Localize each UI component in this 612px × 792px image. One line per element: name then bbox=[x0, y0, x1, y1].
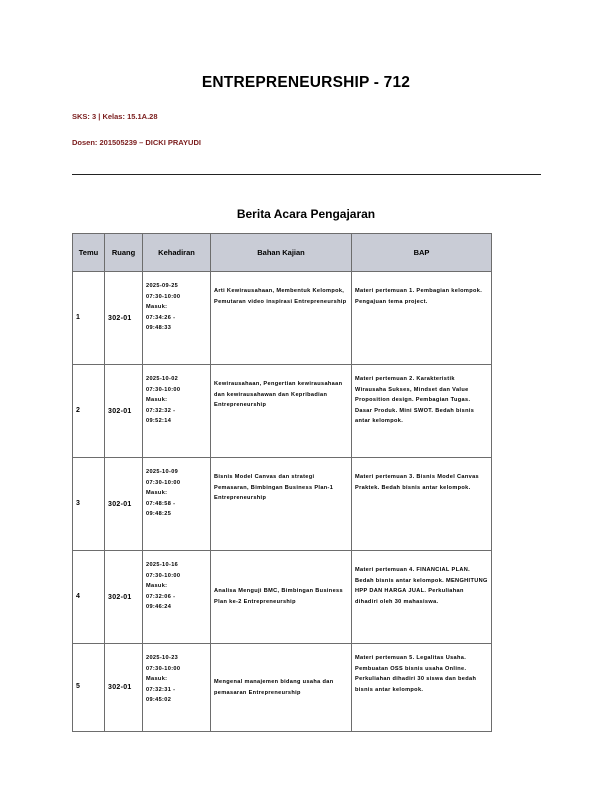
kehadiran-masuk-label: Masuk: bbox=[146, 490, 168, 497]
kehadiran-start: 07:48:58 - bbox=[146, 500, 176, 507]
kehadiran-end: 09:48:25 bbox=[146, 511, 172, 518]
sks-label: SKS: 3 bbox=[72, 112, 97, 121]
kehadiran-start: 07:32:06 - bbox=[146, 593, 176, 600]
table-row bbox=[73, 272, 492, 365]
cell-bap: Materi pertemuan 4. FINANCIAL PLAN. Bedah bisnis antar kelompok. MENGHITUNG HPP DAN HARGA JUAL. Perkuliahan dihadiri oleh 30 mahasiswa. bbox=[352, 551, 492, 644]
col-header-bahan-kajian: Bahan Kajian bbox=[211, 234, 352, 272]
kehadiran-start: 07:32:31 - bbox=[146, 686, 176, 693]
course-meta-line bbox=[72, 112, 158, 121]
kehadiran-time: 07:30-10:00 bbox=[146, 386, 181, 393]
kehadiran-masuk-label: Masuk: bbox=[146, 397, 168, 404]
table-row bbox=[73, 365, 492, 458]
cell-bap: Materi pertemuan 3. Bisnis Model Canvas Praktek. Bedah bisnis antar kelompok. bbox=[352, 458, 492, 551]
col-header-ruang: Ruang bbox=[105, 234, 143, 272]
cell-bap: Materi pertemuan 2. Karakteristik Wirausaha Sukses, Mindset dan Value Proposition design. Pembagian Tugas. Dasar Produk. Mini SWOT. Bedah bisnis antar kelompok. bbox=[352, 365, 492, 458]
kelas-label: Kelas: 15.1A.28 bbox=[102, 112, 158, 121]
cell-ruang: 302-01 bbox=[105, 551, 143, 644]
col-header-kehadiran: Kehadiran bbox=[143, 234, 211, 272]
cell-bahan-kajian: Kewirausahaan, Pengertian kewirausahaan dan kewirausahawan dan Kepribadian Entrepreneurship bbox=[211, 365, 352, 458]
cell-bahan-kajian: Arti Kewirausahaan, Membentuk Kelompok, Pemutaran video inspirasi Entrepreneurship bbox=[211, 272, 352, 365]
table-row bbox=[73, 551, 492, 644]
kehadiran-date: 2025-10-02 bbox=[146, 376, 179, 382]
kehadiran-date: 2025-10-23 bbox=[146, 655, 179, 661]
cell-ruang: 302-01 bbox=[105, 644, 143, 732]
kehadiran-date: 2025-10-16 bbox=[146, 562, 179, 568]
cell-temu: 4 bbox=[73, 551, 105, 644]
kehadiran-masuk-label: Masuk: bbox=[146, 583, 168, 590]
cell-temu: 5 bbox=[73, 644, 105, 732]
dosen-label: Dosen: 201505239 – DICKI PRAYUDI bbox=[72, 138, 201, 147]
kehadiran-masuk-label: Masuk: bbox=[146, 304, 168, 311]
col-header-bap: BAP bbox=[352, 234, 492, 272]
col-header-temu: Temu bbox=[73, 234, 105, 272]
kehadiran-end: 09:46:24 bbox=[146, 604, 172, 611]
cell-kehadiran bbox=[143, 551, 211, 644]
kehadiran-date: 2025-10-09 bbox=[146, 469, 179, 475]
table-row bbox=[73, 644, 492, 732]
kehadiran-time: 07:30-10:00 bbox=[146, 293, 181, 300]
cell-ruang: 302-01 bbox=[105, 458, 143, 551]
cell-bahan-kajian: Bisnis Model Canvas dan strategi Pemasaran, Bimbingan Business Plan-1 Entrepreneurship bbox=[211, 458, 352, 551]
cell-ruang: 302-01 bbox=[105, 365, 143, 458]
section-title: Berita Acara Pengajaran bbox=[236, 207, 376, 221]
bap-table bbox=[72, 233, 492, 732]
cell-kehadiran bbox=[143, 644, 211, 732]
kehadiran-start: 07:34:26 - bbox=[146, 314, 176, 321]
cell-bahan-kajian: Analisa Menguji BMC, Bimbingan Business Plan ke-2 Entrepreneurship bbox=[211, 551, 352, 644]
course-title: ENTREPRENEURSHIP - 712 bbox=[201, 74, 411, 91]
header-divider bbox=[72, 174, 541, 175]
kehadiran-end: 09:52:14 bbox=[146, 418, 172, 425]
cell-temu: 3 bbox=[73, 458, 105, 551]
kehadiran-time: 07:30-10:00 bbox=[146, 665, 181, 672]
table-row bbox=[73, 458, 492, 551]
kehadiran-date: 2025-09-25 bbox=[146, 283, 179, 289]
cell-temu: 1 bbox=[73, 272, 105, 365]
kehadiran-time: 07:30-10:00 bbox=[146, 572, 181, 579]
cell-bap: Materi pertemuan 5. Legalitas Usaha. Pembuatan OSS bisnis usaha Online. Perkuliahan dihadiri 30 siswa dan bedah bisnis antar kelompok. bbox=[352, 644, 492, 732]
kehadiran-start: 07:32:32 - bbox=[146, 407, 176, 414]
cell-bahan-kajian: Mengenal manajemen bidang usaha dan pemasaran Entrepreneurship bbox=[211, 644, 352, 732]
kehadiran-end: 09:48:33 bbox=[146, 325, 172, 332]
cell-ruang: 302-01 bbox=[105, 272, 143, 365]
cell-kehadiran bbox=[143, 272, 211, 365]
kehadiran-time: 07:30-10:00 bbox=[146, 479, 181, 486]
cell-kehadiran bbox=[143, 365, 211, 458]
cell-bap: Materi pertemuan 1. Pembagian kelompok. Pengajuan tema project. bbox=[352, 272, 492, 365]
kehadiran-end: 09:45:02 bbox=[146, 697, 172, 704]
cell-kehadiran bbox=[143, 458, 211, 551]
kehadiran-masuk-label: Masuk: bbox=[146, 676, 168, 683]
table-header-row bbox=[73, 234, 492, 272]
meta-separator: | bbox=[98, 112, 103, 121]
cell-temu: 2 bbox=[73, 365, 105, 458]
